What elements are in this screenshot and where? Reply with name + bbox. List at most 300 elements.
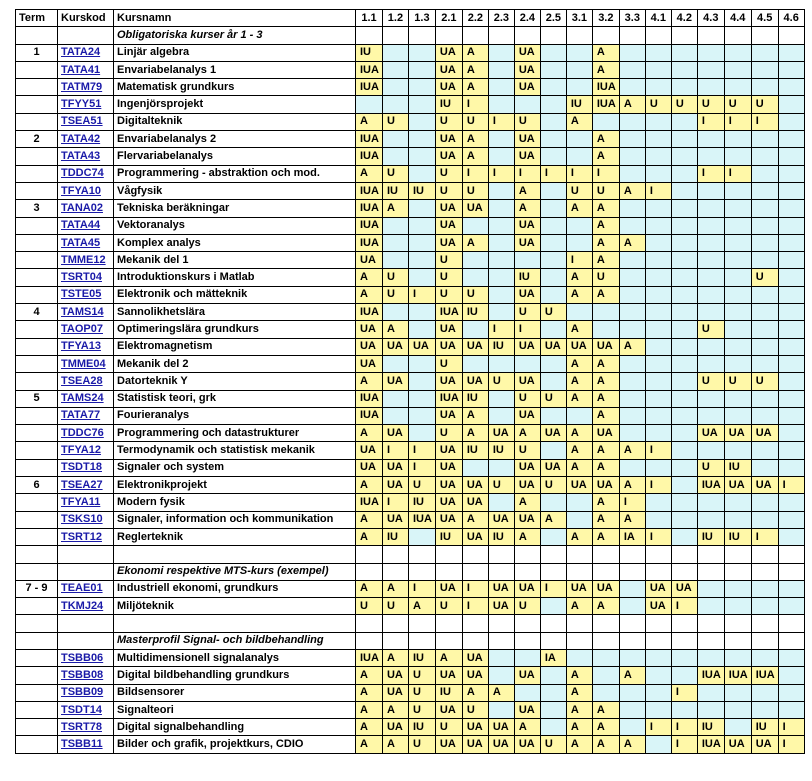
objective-cell: [697, 304, 724, 321]
column-header-objective: 3.3: [619, 10, 645, 27]
course-code-link[interactable]: TSBB09: [61, 686, 104, 699]
objective-cell: [645, 355, 671, 372]
objective-cell: A: [356, 684, 383, 701]
term-cell: [16, 459, 58, 476]
table-row: [16, 44, 805, 61]
objective-cell: [697, 182, 724, 199]
term-cell: [16, 701, 58, 718]
objective-cell: I: [408, 286, 435, 303]
objective-cell: [356, 563, 383, 580]
course-code-link[interactable]: TSDT18: [61, 461, 102, 474]
objective-cell: [619, 321, 645, 338]
objective-cell: IUA: [592, 79, 619, 96]
column-header-objective: 4.5: [751, 10, 778, 27]
objective-cell: [408, 615, 435, 632]
table-row: [16, 494, 805, 511]
objective-cell: IU: [488, 338, 514, 355]
objective-cell: [382, 546, 408, 563]
objective-cell: [382, 632, 408, 649]
objective-cell: [751, 44, 778, 61]
objective-cell: [778, 407, 804, 424]
objective-cell: [724, 580, 751, 597]
course-name: Komplex analys: [114, 234, 356, 251]
objective-cell: UA: [724, 425, 751, 442]
objective-cell: [778, 649, 804, 666]
course-code-link[interactable]: TEAE01: [61, 582, 103, 595]
code-cell: [58, 546, 114, 563]
objective-cell: [488, 667, 514, 684]
objective-cell: [645, 701, 671, 718]
course-name: Digitalteknik: [114, 113, 356, 130]
table-row: [16, 304, 805, 321]
objective-cell: UA: [671, 580, 697, 597]
objective-cell: [645, 304, 671, 321]
objective-cell: [697, 79, 724, 96]
code-cell: [58, 148, 114, 165]
objective-cell: [671, 667, 697, 684]
objective-cell: U: [514, 598, 540, 615]
objective-cell: [356, 546, 383, 563]
objective-cell: UA: [435, 736, 462, 753]
objective-cell: [778, 338, 804, 355]
objective-cell: IU: [751, 719, 778, 736]
course-code-link[interactable]: TFYA12: [61, 444, 101, 457]
course-code-link[interactable]: TATA77: [61, 409, 101, 422]
objective-cell: [751, 61, 778, 78]
objective-cell: IUA: [356, 148, 383, 165]
objective-cell: [724, 701, 751, 718]
objective-cell: [488, 390, 514, 407]
objective-cell: [540, 355, 566, 372]
objective-cell: [697, 338, 724, 355]
objective-cell: UA: [462, 649, 488, 666]
objective-cell: [671, 321, 697, 338]
objective-cell: I: [619, 494, 645, 511]
objective-cell: A: [356, 719, 383, 736]
objective-cell: U: [697, 459, 724, 476]
objective-cell: A: [566, 113, 592, 130]
objective-cell: [408, 425, 435, 442]
objective-cell: A: [462, 148, 488, 165]
column-header-objective: 1.1: [356, 10, 383, 27]
objective-cell: A: [619, 511, 645, 528]
objective-cell: [697, 580, 724, 597]
objective-cell: IU: [566, 96, 592, 113]
course-code-link[interactable]: TSEA28: [61, 374, 103, 387]
course-code-link[interactable]: TANA02: [61, 201, 103, 214]
objective-cell: A: [592, 61, 619, 78]
objective-cell: IUA: [356, 182, 383, 199]
objective-cell: [619, 79, 645, 96]
objective-cell: [619, 373, 645, 390]
objective-cell: [540, 598, 566, 615]
course-code-link[interactable]: TKMJ24: [61, 599, 104, 612]
objective-cell: UA: [356, 459, 383, 476]
objective-cell: [566, 234, 592, 251]
objective-cell: A: [566, 269, 592, 286]
objective-cell: [724, 217, 751, 234]
objective-cell: [645, 407, 671, 424]
objective-cell: UA: [435, 511, 462, 528]
objective-cell: [540, 286, 566, 303]
objective-cell: A: [592, 131, 619, 148]
objective-cell: [697, 200, 724, 217]
objective-cell: [382, 355, 408, 372]
objective-cell: [540, 217, 566, 234]
objective-cell: [697, 252, 724, 269]
objective-cell: A: [540, 511, 566, 528]
objective-cell: IU: [435, 96, 462, 113]
course-code-link[interactable]: TFYA13: [61, 340, 101, 353]
objective-cell: [724, 27, 751, 44]
objective-cell: UA: [356, 321, 383, 338]
objective-cell: UA: [462, 373, 488, 390]
course-code-link[interactable]: TSDT14: [61, 703, 102, 716]
objective-cell: U: [435, 113, 462, 130]
objective-cell: IU: [408, 649, 435, 666]
objective-cell: UA: [382, 719, 408, 736]
objective-cell: [488, 701, 514, 718]
term-cell: [16, 113, 58, 130]
course-code-link[interactable]: TMME04: [61, 357, 106, 370]
objective-cell: [645, 736, 671, 753]
objective-cell: I: [462, 580, 488, 597]
objective-cell: U: [514, 304, 540, 321]
objective-cell: [724, 338, 751, 355]
objective-cell: [697, 632, 724, 649]
objective-cell: [540, 269, 566, 286]
objective-cell: [488, 96, 514, 113]
objective-cell: [697, 61, 724, 78]
table-row: [16, 165, 805, 182]
code-cell: [58, 598, 114, 615]
objective-cell: U: [435, 252, 462, 269]
objective-cell: [778, 131, 804, 148]
objective-cell: [645, 615, 671, 632]
objective-cell: [645, 649, 671, 666]
objective-cell: [671, 217, 697, 234]
objective-cell: [619, 355, 645, 372]
objective-cell: A: [462, 511, 488, 528]
objective-cell: I: [408, 580, 435, 597]
objective-cell: [488, 61, 514, 78]
objective-cell: [671, 165, 697, 182]
course-code-link[interactable]: TSBB08: [61, 668, 104, 681]
objective-cell: [540, 252, 566, 269]
objective-cell: [778, 113, 804, 130]
objective-cell: IUA: [435, 390, 462, 407]
objective-cell: UA: [382, 684, 408, 701]
objective-cell: U: [435, 182, 462, 199]
objective-cell: [724, 632, 751, 649]
code-cell: [58, 373, 114, 390]
objective-cell: [488, 131, 514, 148]
code-cell: [58, 61, 114, 78]
objective-cell: [462, 546, 488, 563]
objective-cell: [566, 27, 592, 44]
objective-cell: UA: [435, 580, 462, 597]
objective-cell: [724, 649, 751, 666]
course-code-link[interactable]: TATM79: [61, 80, 103, 93]
objective-cell: U: [697, 96, 724, 113]
objective-cell: UA: [382, 477, 408, 494]
objective-cell: [382, 79, 408, 96]
objective-cell: [778, 304, 804, 321]
section-title: Masterprofil Signal- och bildbehandling: [114, 632, 356, 649]
objective-cell: [408, 200, 435, 217]
objective-cell: [778, 546, 804, 563]
objective-cell: I: [566, 165, 592, 182]
objective-cell: [645, 61, 671, 78]
objective-cell: [671, 649, 697, 666]
objective-cell: A: [566, 321, 592, 338]
course-code-link[interactable]: TSKS10: [61, 513, 103, 526]
objective-cell: U: [382, 269, 408, 286]
objective-cell: A: [462, 131, 488, 148]
objective-cell: UA: [356, 355, 383, 372]
objective-cell: [382, 27, 408, 44]
course-code-link[interactable]: TATA43: [61, 150, 101, 163]
objective-cell: A: [619, 182, 645, 199]
term-cell: [16, 96, 58, 113]
objective-cell: A: [566, 390, 592, 407]
course-code-link[interactable]: TSEA51: [61, 115, 103, 128]
objective-cell: UA: [514, 407, 540, 424]
table-header-row: [16, 10, 805, 27]
objective-cell: [540, 546, 566, 563]
course-code-link[interactable]: TAMS14: [61, 305, 104, 318]
objective-cell: [751, 407, 778, 424]
objective-cell: UA: [751, 477, 778, 494]
objective-cell: [778, 286, 804, 303]
term-cell: [16, 407, 58, 424]
course-code-link[interactable]: TATA44: [61, 219, 101, 232]
course-code-link[interactable]: TATA42: [61, 132, 101, 145]
objective-cell: U: [540, 736, 566, 753]
objective-cell: [751, 615, 778, 632]
objective-cell: A: [592, 598, 619, 615]
objective-cell: [751, 182, 778, 199]
objective-cell: [408, 252, 435, 269]
objective-cell: U: [697, 321, 724, 338]
objective-cell: [724, 615, 751, 632]
objective-cell: UA: [435, 44, 462, 61]
objective-cell: [408, 148, 435, 165]
objective-cell: UA: [566, 338, 592, 355]
objective-cell: A: [566, 425, 592, 442]
objective-cell: [592, 27, 619, 44]
objective-cell: [435, 563, 462, 580]
table-row: [16, 390, 805, 407]
course-code-link[interactable]: TFYA11: [61, 495, 101, 508]
objective-cell: UA: [488, 511, 514, 528]
objective-cell: [592, 667, 619, 684]
course-code-link[interactable]: TFYY51: [61, 98, 102, 111]
objective-cell: [408, 79, 435, 96]
objective-cell: [382, 304, 408, 321]
objective-cell: A: [592, 234, 619, 251]
course-code-link[interactable]: TSRT78: [61, 720, 102, 733]
objective-cell: [488, 234, 514, 251]
objective-cell: I: [724, 165, 751, 182]
objective-cell: [462, 217, 488, 234]
objective-cell: [382, 217, 408, 234]
objective-cell: [435, 615, 462, 632]
course-code-link[interactable]: TSTE05: [61, 288, 102, 301]
term-cell: 3: [16, 200, 58, 217]
table-row: [16, 649, 805, 666]
objective-cell: [778, 442, 804, 459]
code-cell: [58, 286, 114, 303]
objective-cell: [435, 27, 462, 44]
code-cell: [58, 234, 114, 251]
objective-cell: UA: [514, 736, 540, 753]
objective-cell: [619, 61, 645, 78]
course-code-link[interactable]: TDDC76: [61, 426, 104, 439]
objective-cell: U: [751, 373, 778, 390]
objective-cell: [408, 546, 435, 563]
objective-cell: [619, 390, 645, 407]
code-cell: [58, 632, 114, 649]
objective-cell: UA: [435, 442, 462, 459]
objective-cell: U: [751, 269, 778, 286]
objective-cell: I: [514, 321, 540, 338]
course-code-link[interactable]: TSRT04: [61, 271, 102, 284]
objective-cell: [514, 632, 540, 649]
objective-cell: [619, 632, 645, 649]
objective-cell: UA: [592, 338, 619, 355]
objective-cell: UA: [356, 252, 383, 269]
objective-cell: A: [514, 425, 540, 442]
objective-cell: [724, 494, 751, 511]
objective-cell: [514, 546, 540, 563]
name-cell: [114, 546, 356, 563]
code-cell: [58, 131, 114, 148]
objective-cell: UA: [592, 477, 619, 494]
objective-cell: [540, 96, 566, 113]
objective-cell: IUA: [751, 667, 778, 684]
table-row: [16, 511, 805, 528]
term-cell: [16, 649, 58, 666]
objective-cell: UA: [514, 667, 540, 684]
objective-cell: [645, 148, 671, 165]
objective-cell: [697, 286, 724, 303]
course-code-link[interactable]: TSBB06: [61, 651, 104, 664]
table-row: [16, 269, 805, 286]
objective-cell: [488, 632, 514, 649]
course-code-link[interactable]: TATA24: [61, 46, 101, 59]
objective-cell: [540, 684, 566, 701]
course-code-link[interactable]: TATA41: [61, 63, 101, 76]
term-cell: [16, 321, 58, 338]
objective-cell: A: [566, 528, 592, 545]
objective-cell: U: [408, 736, 435, 753]
objective-cell: [724, 44, 751, 61]
code-cell: [58, 701, 114, 718]
objective-cell: [671, 234, 697, 251]
objective-cell: UA: [356, 338, 383, 355]
objective-cell: [619, 27, 645, 44]
table-row: [16, 477, 805, 494]
course-name: Envariabelanalys 2: [114, 131, 356, 148]
course-code-link[interactable]: TSBB11: [61, 738, 103, 751]
objective-cell: [488, 615, 514, 632]
objective-cell: U: [382, 598, 408, 615]
objective-cell: [751, 148, 778, 165]
objective-cell: UA: [751, 425, 778, 442]
objective-cell: UA: [724, 736, 751, 753]
objective-cell: [592, 321, 619, 338]
course-code-link[interactable]: TSRT12: [61, 530, 102, 543]
objective-cell: [671, 373, 697, 390]
objective-cell: [724, 719, 751, 736]
objective-cell: [778, 459, 804, 476]
code-cell: [58, 667, 114, 684]
objective-cell: [645, 667, 671, 684]
objective-cell: UA: [435, 338, 462, 355]
objective-cell: I: [778, 719, 804, 736]
course-name: Introduktionskurs i Matlab: [114, 269, 356, 286]
objective-cell: UA: [462, 667, 488, 684]
course-code-link[interactable]: TAMS24: [61, 392, 104, 405]
code-cell: [58, 425, 114, 442]
code-cell: [58, 269, 114, 286]
course-code-link[interactable]: TSEA27: [61, 478, 103, 491]
objective-cell: [356, 632, 383, 649]
course-name: Industriell ekonomi, grundkurs: [114, 580, 356, 597]
objective-cell: A: [356, 701, 383, 718]
objective-cell: [751, 390, 778, 407]
objective-cell: [751, 234, 778, 251]
term-cell: [16, 165, 58, 182]
term-cell: [16, 494, 58, 511]
objective-cell: [645, 200, 671, 217]
term-cell: [16, 234, 58, 251]
objective-cell: [751, 546, 778, 563]
term-cell: [16, 27, 58, 44]
course-code-link[interactable]: TATA45: [61, 236, 101, 249]
course-code-link[interactable]: TMME12: [61, 253, 106, 266]
code-cell: [58, 96, 114, 113]
code-cell: [58, 511, 114, 528]
objective-cell: [671, 131, 697, 148]
objective-cell: [645, 321, 671, 338]
objective-cell: [671, 79, 697, 96]
objective-cell: A: [356, 269, 383, 286]
objective-cell: U: [435, 355, 462, 372]
objective-cell: [671, 528, 697, 545]
objective-cell: [514, 27, 540, 44]
course-code-link[interactable]: TAOP07: [61, 322, 103, 335]
code-cell: [58, 338, 114, 355]
objective-cell: UA: [514, 511, 540, 528]
course-code-link[interactable]: TDDC74: [61, 167, 104, 180]
objective-cell: A: [619, 96, 645, 113]
objective-cell: IUA: [356, 304, 383, 321]
objective-cell: A: [356, 425, 383, 442]
objective-cell: A: [566, 736, 592, 753]
objective-cell: [382, 234, 408, 251]
course-code-link[interactable]: TFYA10: [61, 184, 101, 197]
objective-cell: A: [592, 286, 619, 303]
table-row: [16, 407, 805, 424]
objective-cell: [462, 355, 488, 372]
objective-cell: UA: [435, 200, 462, 217]
term-cell: [16, 736, 58, 753]
term-cell: [16, 667, 58, 684]
objective-cell: UA: [514, 44, 540, 61]
objective-cell: UA: [592, 580, 619, 597]
